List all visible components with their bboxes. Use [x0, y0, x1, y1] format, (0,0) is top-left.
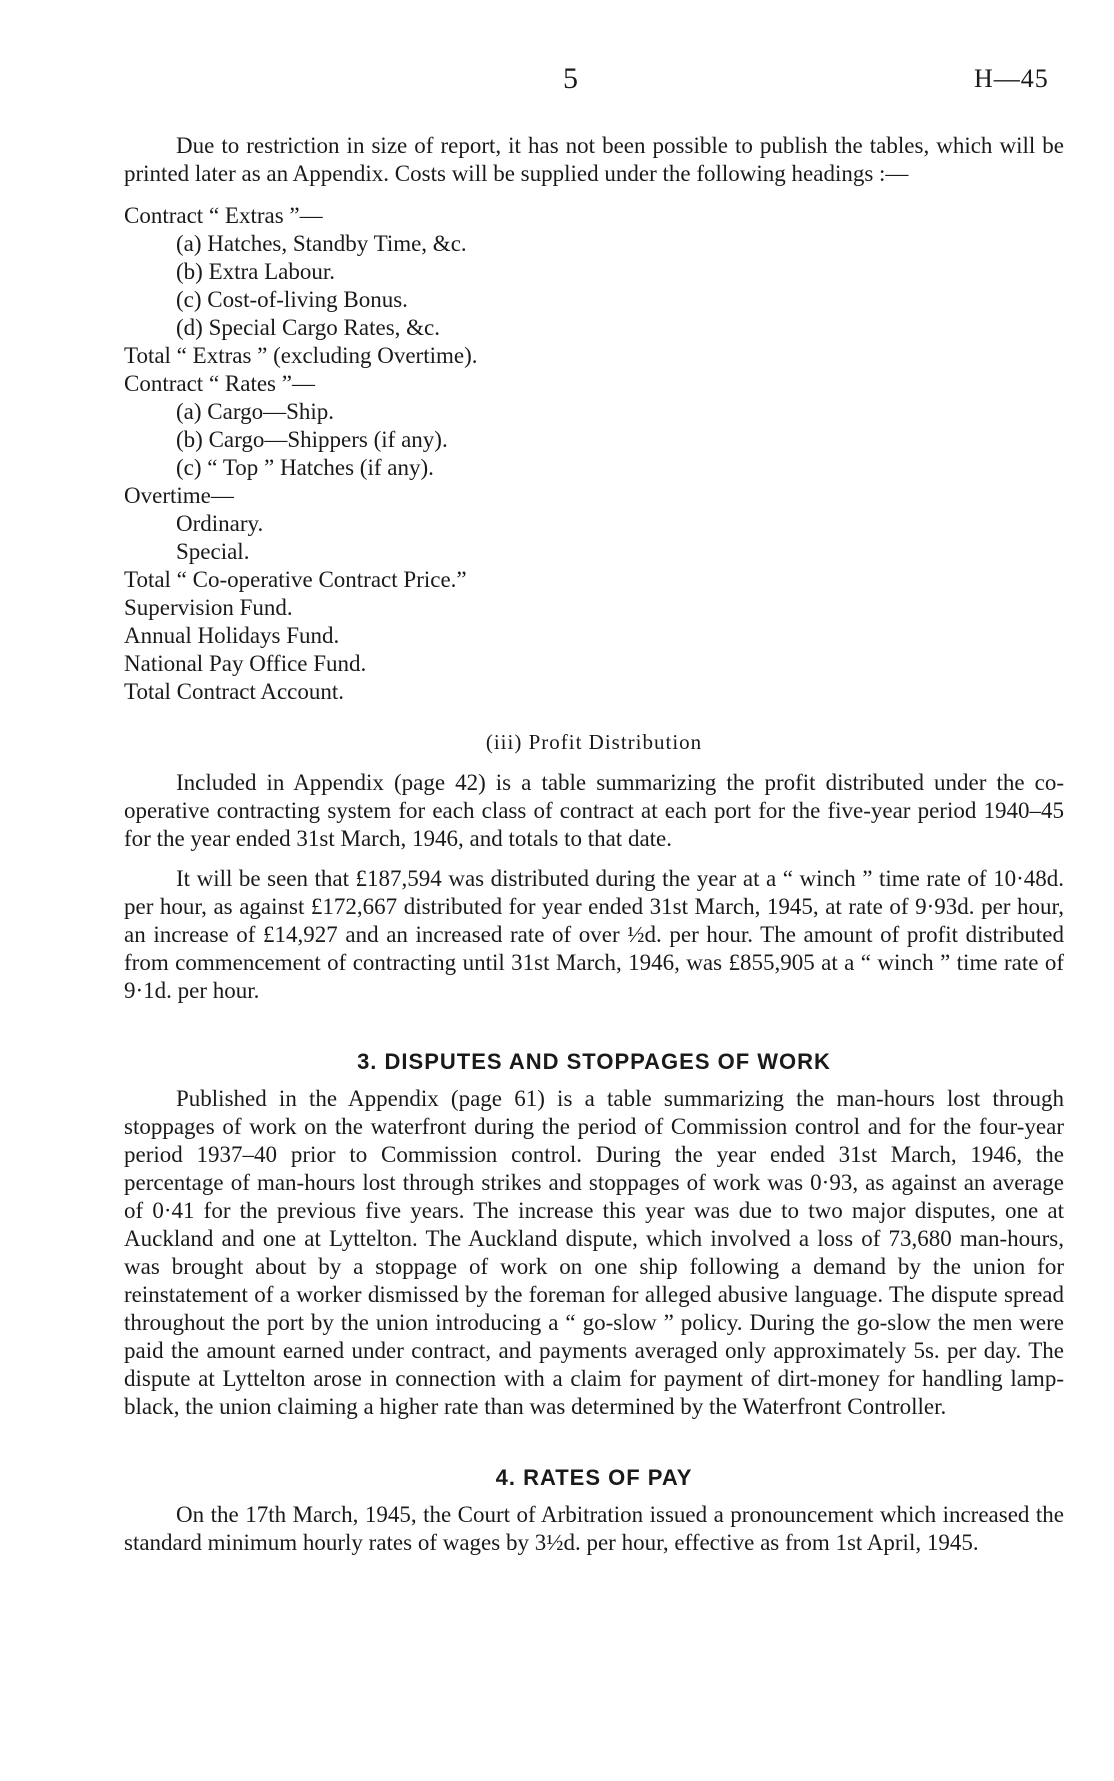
cost-subheading-item: (b) Extra Labour.	[176, 259, 336, 284]
cost-heading-item: National Pay Office Fund.	[124, 651, 367, 676]
cost-heading-item: Overtime—	[124, 483, 234, 508]
cost-heading-item: Supervision Fund.	[124, 595, 293, 620]
cost-heading-item: Total “ Co-operative Contract Price.”	[124, 567, 467, 592]
rates-of-pay-paragraph: On the 17th March, 1945, the Court of Arbitration issued a pronouncement which increased the standard minimum hourly rates of wages by 3½d. per hour, effective as from 1st April, 1945.	[124, 1502, 1064, 1555]
page-body	[124, 132, 1064, 1557]
cost-subheading-item: (a) Hatches, Standby Time, &c.	[176, 231, 467, 256]
cost-subheading-item: (b) Cargo—Shippers (if any).	[176, 427, 448, 452]
cost-subheading-item: (d) Special Cargo Rates, &c.	[176, 315, 441, 340]
cost-subheading-item: (c) Cost-of-living Bonus.	[176, 287, 408, 312]
cost-subheading-item: Special.	[176, 539, 250, 564]
cost-heading-item: Annual Holidays Fund.	[124, 623, 340, 648]
cost-subheading-item: (a) Cargo—Ship.	[176, 399, 335, 424]
cost-headings-list	[124, 202, 1064, 706]
disputes-section-heading: 3. DISPUTES AND STOPPAGES OF WORK	[357, 1049, 831, 1074]
disputes-paragraph: Published in the Appendix (page 61) is a table summarizing the man-hours lost through stoppages of work on the waterfront during the period of Commission control and for the four-year period 1937–40 prior to Commission control. During the year ended 31st March, 1946, the percentage of man-hours lost through strikes and stoppages of work was 0·93, as against an average of 0·41 for the previous five years. The increase this year was due to two major disputes, one at Auckland and one at Lyttelton. The Auckland dispute, which involved a loss of 73,680 man-hours, was brought about by a stoppage of work on one ship following a demand by the union for reinstatement of a worker dismissed by the foreman for alleged abusive language. The dispute spread throughout the port by the union introducing a “ go-slow ” policy. During the go-slow the men were paid the amount earned under contract, and payments averaged only approximately 5s. per day. The dispute at Lyttelton arose in connection with a claim for payment of dirt-money for handling lamp-black, the union claiming a higher rate than was determined by the Waterfront Controller.	[124, 1086, 1064, 1419]
cost-heading-item: Total “ Extras ” (excluding Overtime).	[124, 343, 478, 368]
cost-subheading-item: (c) “ Top ” Hatches (if any).	[176, 455, 434, 480]
cost-heading-item: Contract “ Extras ”—	[124, 203, 323, 228]
profit-distribution-heading: (iii) Profit Distribution	[485, 730, 703, 754]
document-reference: H—45	[974, 64, 1049, 93]
rates-of-pay-heading: 4. RATES OF PAY	[495, 1465, 693, 1490]
cost-heading-item: Contract “ Rates ”—	[124, 371, 315, 396]
cost-subheading-item: Ordinary.	[176, 511, 264, 536]
cost-heading-item: Total Contract Account.	[124, 679, 345, 704]
page-header	[0, 62, 1114, 102]
page-number: 5	[563, 62, 578, 95]
profit-paragraph-1: Included in Appendix (page 42) is a table summarizing the profit distributed under the co-operative contracting system for each class of contract at each port for the five-year period 1940–45 for the year ended 31st March, 1946, and totals to that date.	[124, 770, 1064, 851]
intro-paragraph: Due to restriction in size of report, it has not been possible to publish the tables, which will be printed later as an Appendix. Costs will be supplied under the following headings :—	[124, 133, 1064, 186]
profit-paragraph-2: It will be seen that £187,594 was distributed during the year at a “ winch ” time rate of 10·48d. per hour, as against £172,667 distributed for year ended 31st March, 1945, at rate of 9·93d. per hour, an increase of £14,927 and an increased rate of over ½d. per hour. The amount of profit distributed from commencement of contracting until 31st March, 1946, was £855,905 at a “ winch ” time rate of 9·1d. per hour.	[124, 866, 1064, 1003]
